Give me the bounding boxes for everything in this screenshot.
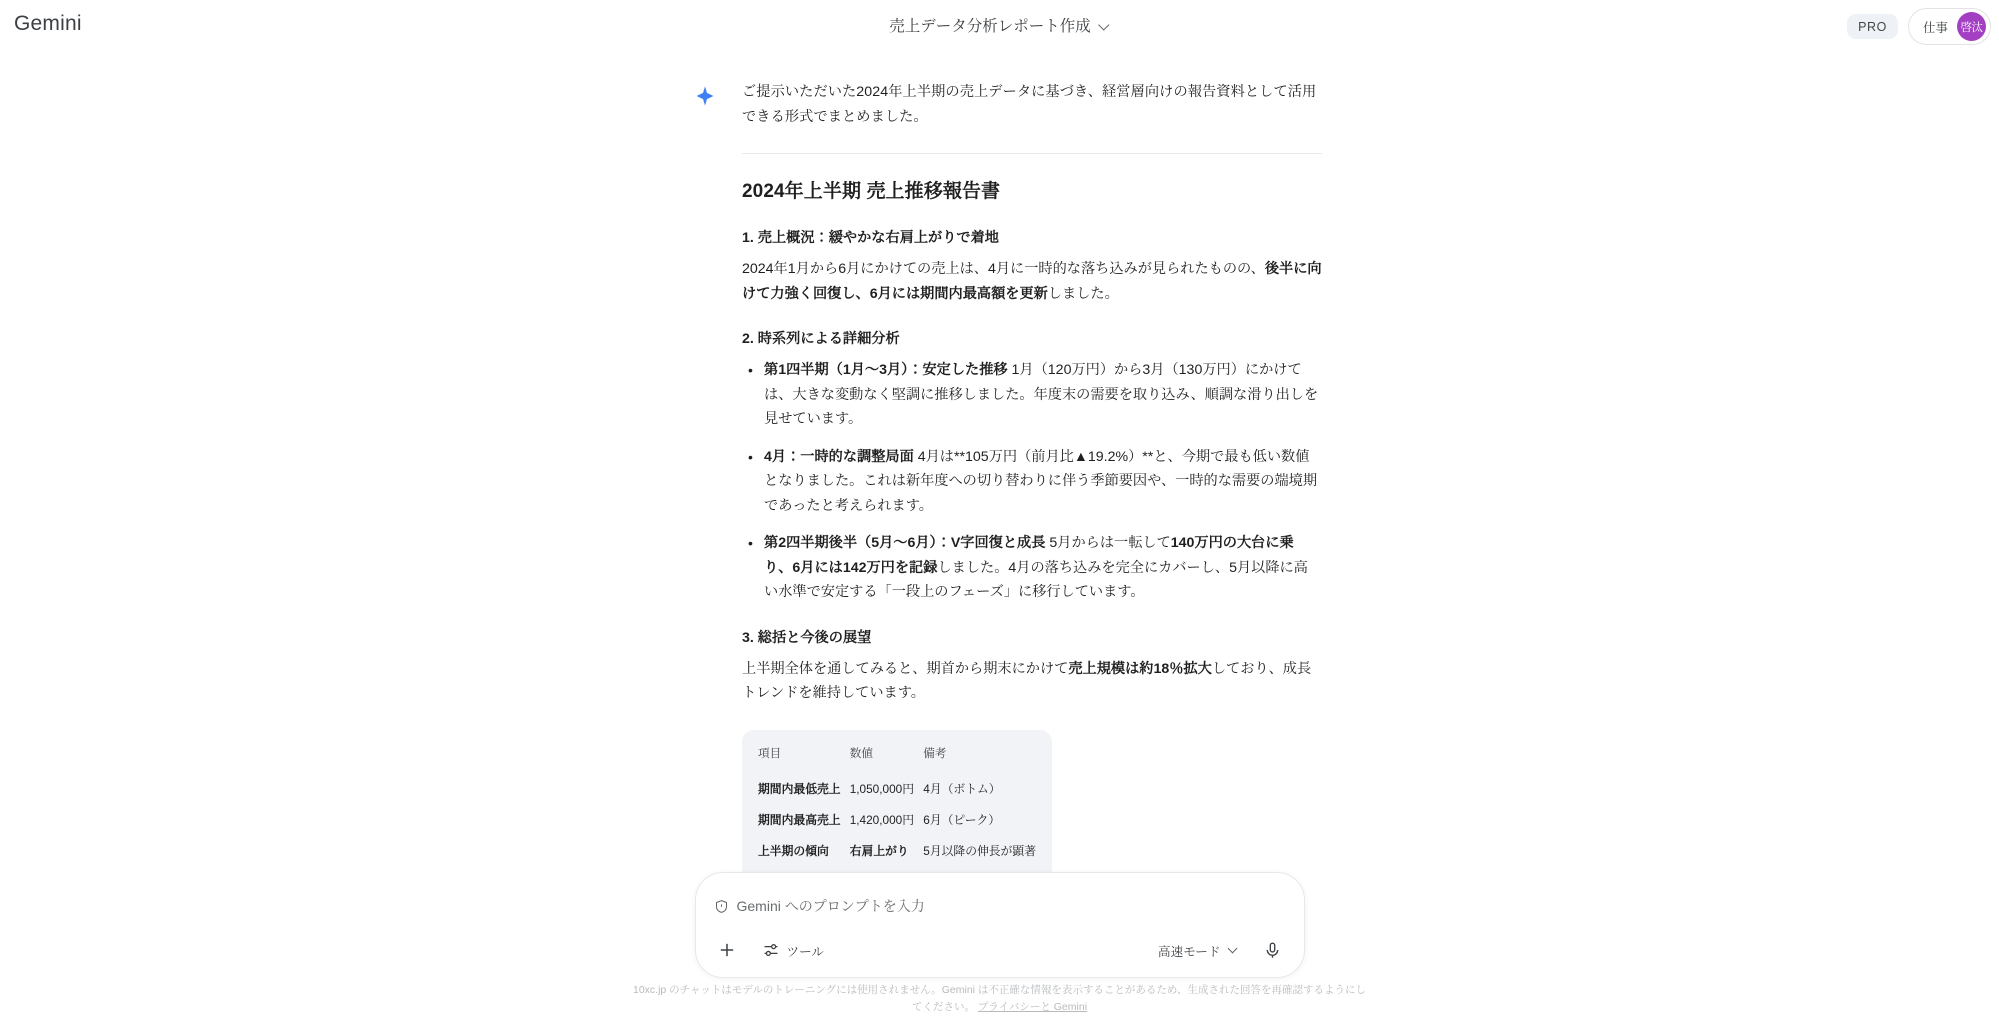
bullet-3-emphasis: 140万円の大台に乗り、6月には142万円を記録 [764,535,1294,576]
table-header-row [758,742,1036,773]
chevron-down-icon [1099,20,1110,31]
row-2-value: 1,420,000円 [849,812,914,827]
section-2-heading: 2. 時系列による詳細分析 [742,331,900,347]
table-row [758,773,1036,804]
privacy-link[interactable]: プライバシーと Gemini [977,1001,1088,1013]
pro-badge[interactable]: PRO [1847,14,1898,39]
table-row [758,804,1036,835]
tools-button[interactable] [762,941,825,960]
composer-container [695,872,1305,978]
table-header-item: 項目 [758,746,782,760]
tune-icon [762,941,780,959]
row-2-note: 6月（ピーク） [923,812,1001,827]
row-1-value: 1,050,000円 [849,781,914,796]
account-pill[interactable] [1908,8,1991,45]
bullet-1-rest: 1月（120万円）から3月（130万円）にかけては、大きな変動なく堅調に推移しました。年度末の需要を取り込み、順調な滑り出しを見せています。 [764,362,1319,427]
footer-disclaimer [630,982,1370,1016]
prompt-input[interactable] [737,898,1286,914]
section-3-body-emphasis: 売上規模は約18％拡大 [1068,660,1212,677]
shield-icon [714,899,729,914]
bullet-3-rest-b: しました。4月の落ち込みを完全にカバーし、5月以降に高い水準で安定する「一段上のフェーズ」に移行しています。 [764,559,1308,600]
section-1-heading: 1. 売上概況：緩やかな右肩上がりで着地 [742,230,999,246]
section-3-body-text-a: 上半期全体を通してみると、期首から期末にかけて [742,660,1069,677]
chevron-down-icon [1228,945,1238,955]
composer-toolbar-left [714,937,825,963]
bullet-3-rest-a: 5月からは一転して [1045,535,1171,551]
summary-table-card [742,730,1052,880]
list-item [742,531,1322,605]
bullet-1-lead: 第1四半期（1月〜3月）：安定した推移 [764,362,1008,378]
model-mode-label: 高速モード [1158,944,1221,959]
report-title: 2024年上半期 売上推移報告書 [742,181,1001,202]
section-3-heading: 3. 総括と今後の展望 [742,629,872,646]
row-2-item: 期間内最高売上 [758,812,841,827]
section-1-body-text-a: 2024年1月から6月にかけての売上は、4月に一時的な落ち込みが見られたものの、 [742,261,1265,277]
table-header-value: 数値 [849,746,873,760]
bullet-2-lead: 4月：一時的な調整局面 [764,448,914,465]
microphone-button[interactable] [1260,937,1286,963]
top-bar-right-group [1847,8,1991,45]
row-3-value: 右肩上がり [849,843,909,858]
section-1-body-text-b: しました。 [1047,285,1119,302]
add-attachment-button[interactable] [714,937,740,963]
tools-label: ツール [786,944,825,959]
list-item [742,358,1322,432]
section-3-body [742,657,1322,706]
table-row [758,835,1036,866]
composer-toolbar [714,937,1286,967]
section-3-body-text-b: しており、成長トレンドを維持しています。 [742,660,1312,701]
table-head [758,742,1036,773]
account-label: 仕事 [1922,20,1948,35]
section-1-body-emphasis: 後半に向けて力強く回復し、6月には期間内最高額を更新 [742,261,1322,302]
top-bar [0,0,1999,54]
content-divider [742,153,1322,154]
bullet-2-rest: 4月は**105万円（前月比▲19.2%）**と、今期で最も低い数値となりました。これは新年度への切り替わりに伴う季節要因や、一時的な需要の端境期であったと考えられます。 [764,448,1318,514]
row-3-note: 5月以降の伸長が顕著 [923,843,1036,858]
summary-table [758,742,1036,866]
gemini-sparkle-icon [694,85,716,107]
plus-icon [717,940,737,960]
row-1-note: 4月（ボトム） [923,781,1001,796]
chat-title-dropdown[interactable] [879,11,1120,39]
chat-title-label: 売上データ分析レポート作成 [889,18,1091,35]
prompt-composer[interactable] [695,872,1305,978]
row-1-item: 期間内最低売上 [758,781,841,796]
list-item [742,445,1322,519]
microphone-icon [1263,941,1282,960]
row-3-item: 上半期の傾向 [758,843,829,858]
avatar[interactable]: 啓汰 [1957,12,1986,41]
analysis-bullet-list [742,358,1322,605]
section-1-body [742,257,1322,306]
table-header-note: 備考 [923,746,947,760]
assistant-message [742,80,1322,977]
brand-logo[interactable]: Gemini [14,12,82,35]
prompt-input-row [714,889,1286,923]
intro-paragraph: ご提示いただいた2024年上半期の売上データに基づき、経営層向けの報告資料として活用できる形式でまとめました。 [742,84,1317,125]
model-mode-selector[interactable] [1158,941,1237,960]
table-body [758,773,1036,866]
disclaimer-text: 10xc.jp のチャットはモデルのトレーニングには使用されません。Gemini は不正確な情報を表示することがあるため、生成された回答を再確認するようにしてください。 [632,984,1367,1013]
bullet-3-lead: 第2四半期後半（5月〜6月）：V字回復と成長 [764,535,1046,551]
composer-toolbar-right [1158,937,1285,963]
